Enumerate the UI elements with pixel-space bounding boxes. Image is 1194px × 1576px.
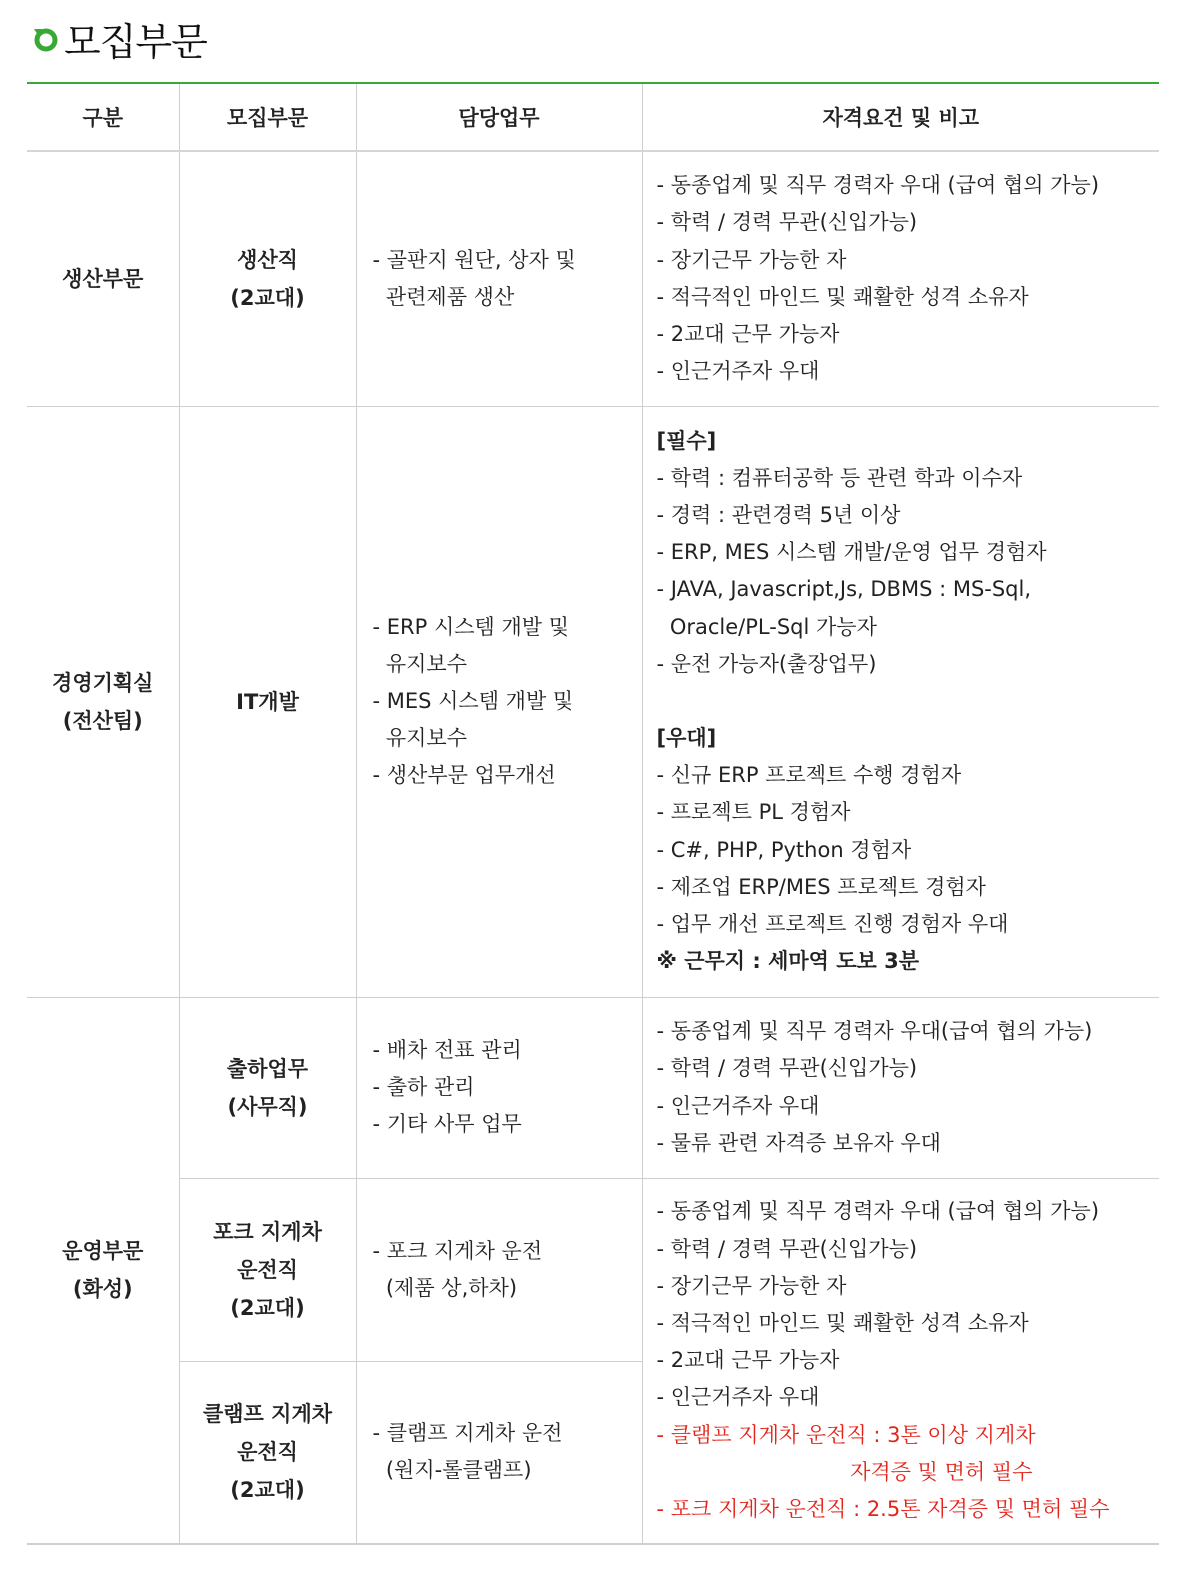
text-line: - 2교대 근무 가능자 [656, 1348, 840, 1373]
text-line: - 인근거주자 우대 [656, 1385, 820, 1410]
text-line: IT개발 [236, 689, 299, 714]
green-circle-arrow-icon [30, 23, 60, 53]
text-line: - 2교대 근무 가능자 [656, 321, 840, 346]
text-line: (화성) [72, 1277, 133, 1302]
text-line: 생산직 [237, 247, 298, 272]
text-line: 운전직 [237, 1257, 298, 1282]
text-line: - 기타 사무 업무 [372, 1112, 522, 1136]
text-line: - C#, PHP, Python 경험자 [656, 837, 912, 862]
text-line: - 장기근무 가능한 자 [656, 1273, 847, 1298]
text-line: (사무직) [227, 1094, 308, 1119]
text-line: (제품 상,하차) [372, 1275, 518, 1300]
text-line: - 학력 / 경력 무관(신입가능) [656, 1236, 918, 1261]
department-cell [179, 406, 356, 997]
header-duty: 담당업무 [356, 83, 642, 151]
text-line: - 물류 관련 자격증 보유자 우대 [656, 1130, 941, 1155]
text-line: Oracle/PL-Sql 가능자 [656, 614, 877, 639]
table-row-shipping [27, 997, 1159, 1178]
text-line: - 클램프 지게차 운전직 : 3톤 이상 지게차 [656, 1422, 1036, 1447]
text-line: - 적극적인 마인드 및 쾌활한 성격 소유자 [656, 1310, 1029, 1335]
requirements-cell [642, 151, 1159, 406]
text-line: 유지보수 [372, 726, 467, 750]
text-line: - 골판지 원단, 상자 및 [372, 247, 576, 272]
text-line [657, 683, 1160, 720]
requirements-cell [642, 1178, 1159, 1544]
text-line: (전산팀) [62, 708, 143, 733]
text-line: - 장기근무 가능한 자 [656, 247, 847, 272]
text-line: (원지-롤클램프) [372, 1458, 532, 1483]
text-line: (2교대) [230, 285, 305, 310]
text-line: - 학력 / 경력 무관(신입가능) [656, 210, 918, 235]
text-line: - 동종업계 및 직무 경력자 우대 (급여 협의 가능) [656, 1199, 1100, 1224]
duty-cell [356, 997, 642, 1178]
duty-cell [356, 1361, 642, 1544]
text-line: (2교대) [230, 1478, 305, 1503]
table-row-production [27, 151, 1159, 406]
text-line: 관련제품 생산 [372, 284, 515, 309]
text-line: (2교대) [230, 1295, 305, 1320]
text-line: 운전직 [237, 1440, 298, 1465]
text-line: - 적극적인 마인드 및 쾌활한 성격 소유자 [656, 284, 1029, 309]
text-line: - ERP 시스템 개발 및 [372, 615, 570, 639]
text-line: - 업무 개선 프로젝트 진행 경험자 우대 [656, 912, 1009, 937]
text-line: [필수] [656, 428, 717, 453]
text-line: 유지보수 [372, 652, 467, 676]
header-requirements: 자격요건 및 비고 [642, 83, 1159, 151]
text-line: - 경력 : 관련경력 5년 이상 [656, 502, 901, 527]
text-line: 자격증 및 면허 필수 [656, 1459, 1033, 1484]
page-title: 모집부문 [64, 19, 207, 64]
text-line: 클램프 지게차 [202, 1402, 333, 1427]
text-line: [우대] [656, 726, 717, 750]
recruitment-table [27, 82, 1159, 1545]
text-line: - JAVA, Javascript,Js, DBMS : MS-Sql, [656, 577, 1032, 602]
section-header [30, 10, 207, 66]
text-line: - 운전 가능자(출장업무) [656, 651, 877, 676]
text-line: - 동종업계 및 직무 경력자 우대 (급여 협의 가능) [656, 173, 1100, 198]
category-cell [27, 406, 179, 997]
table-row-fork-forklift [27, 1178, 1159, 1361]
text-line: - 프로젝트 PL 경험자 [656, 800, 851, 825]
text-line: 운영부문 [62, 1239, 144, 1264]
department-cell [179, 1178, 356, 1361]
text-line: 포크 지게차 [213, 1219, 322, 1244]
table-row-it [27, 406, 1159, 997]
text-line: - 동종업계 및 직무 경력자 우대(급여 협의 가능) [656, 1019, 1093, 1044]
text-line: - 신규 ERP 프로젝트 수행 경험자 [656, 763, 962, 788]
table-header-row [27, 83, 1159, 151]
duty-cell [356, 151, 642, 406]
text-line: - 생산부문 업무개선 [372, 763, 556, 787]
text-line: 출하업무 [226, 1056, 309, 1081]
text-line: 경영기획실 [52, 670, 154, 695]
text-line: - 인근거주자 우대 [656, 1093, 820, 1118]
requirements-cell [642, 406, 1159, 997]
header-department: 모집부문 [179, 83, 356, 151]
department-cell [179, 1361, 356, 1544]
department-cell [179, 997, 356, 1178]
text-line: ※ 근무지 : 세마역 도보 3분 [656, 949, 920, 974]
text-line: - 인근거주자 우대 [656, 359, 820, 384]
text-line: 생산부문 [62, 266, 144, 291]
text-line: - 학력 : 컴퓨터공학 등 관련 학과 이수자 [656, 465, 1023, 490]
text-line: - 클램프 지게차 운전 [372, 1421, 563, 1446]
text-line: - 포크 지게차 운전 [372, 1238, 543, 1263]
text-line: - 출하 관리 [372, 1075, 475, 1099]
requirements-cell [642, 997, 1159, 1178]
duty-cell [356, 1178, 642, 1361]
category-cell [27, 151, 179, 406]
category-cell [27, 997, 179, 1544]
duty-cell [356, 406, 642, 997]
text-line: - 학력 / 경력 무관(신입가능) [656, 1056, 918, 1081]
text-line: - MES 시스템 개발 및 [372, 689, 574, 713]
header-category: 구분 [27, 83, 179, 151]
text-line: - 포크 지게차 운전직 : 2.5톤 자격증 및 면허 필수 [656, 1496, 1110, 1521]
text-line: - 제조업 ERP/MES 프로젝트 경험자 [656, 874, 986, 899]
department-cell [179, 151, 356, 406]
text-line: - 배차 전표 관리 [372, 1038, 522, 1062]
text-line: - ERP, MES 시스템 개발/운영 업무 경험자 [656, 540, 1047, 565]
